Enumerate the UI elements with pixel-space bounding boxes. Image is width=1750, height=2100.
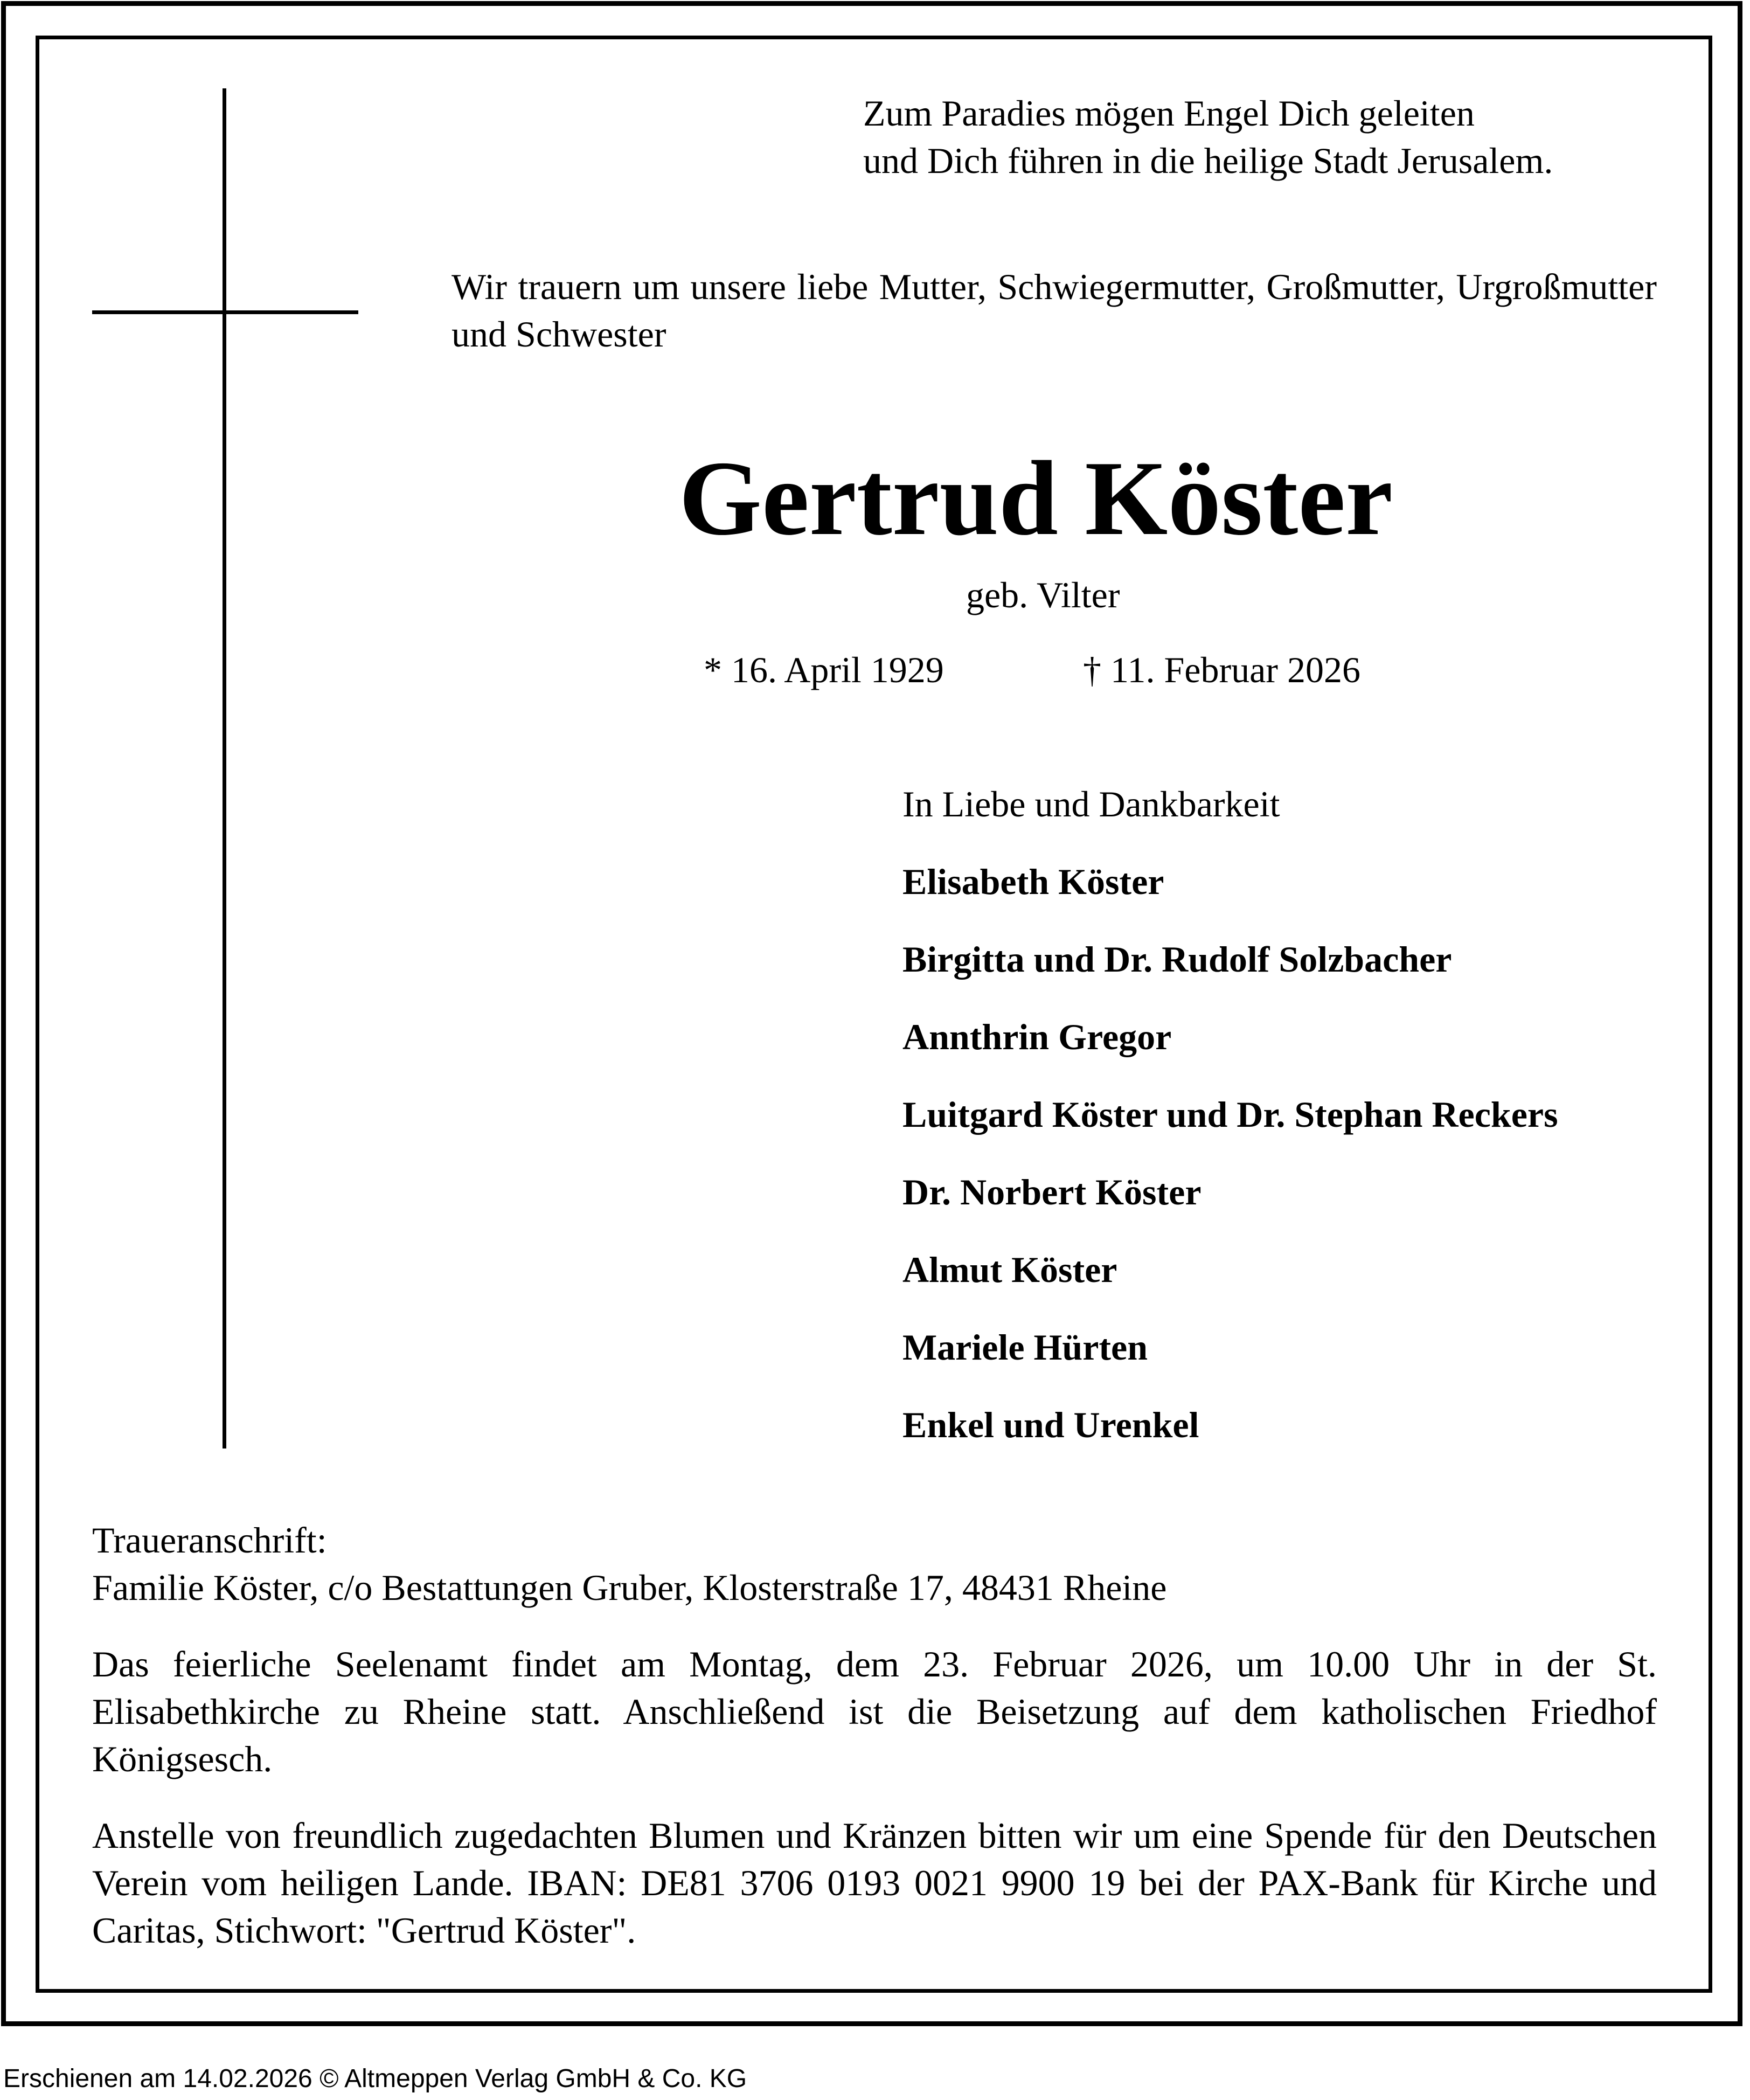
publication-footer: Erschienen am 14.02.2026 © Altmeppen Verlag GmbH & Co. KG	[3, 2064, 747, 2093]
mourners-lead: In Liebe und Dankbarkeit	[902, 784, 1280, 824]
cross-icon	[223, 88, 226, 1448]
birth-date: * 16. April 1929	[704, 649, 944, 690]
mourners-list	[902, 780, 1558, 1479]
bible-verse	[863, 89, 1553, 184]
verse-line-1: Zum Paradies mögen Engel Dich geleiten	[863, 93, 1475, 134]
service-notice: Das feierliche Seelenamt findet am Montag, dem 23. Februar 2026, um 10.00 Uhr in der St. Elisabethkirche zu Rheine statt. Anschließend ist die Beisetzung auf dem katholischen Friedhof Königsesch.	[92, 1644, 1657, 1779]
mourning-address	[92, 1516, 1166, 1611]
mourner-name: Luitgard Köster und Dr. Stephan Reckers	[902, 1094, 1558, 1135]
mourner-name: Dr. Norbert Köster	[902, 1172, 1202, 1212]
address-line: Familie Köster, c/o Bestattungen Gruber, Klosterstraße 17, 48431 Rheine	[92, 1567, 1167, 1608]
birth-name: geb. Vilter	[966, 574, 1120, 615]
mourner-name: Annthrin Gregor	[902, 1016, 1172, 1057]
cross-bar-icon	[92, 310, 358, 314]
deceased-name: Gertrud Köster	[679, 439, 1393, 557]
mourner-name: Mariele Hürten	[902, 1327, 1148, 1368]
donation-notice: Anstelle von freundlich zugedachten Blumen und Kränzen bitten wir um eine Spende für den Deutschen Verein vom heiligen Lande. IBAN: DE81 3706 0193 0021 9900 19 bei der PAX-Bank für Kirche und Caritas, Stichwort: "Gertrud Köster".	[92, 1815, 1657, 1951]
mourner-name: Enkel und Urenkel	[902, 1404, 1199, 1445]
mourner-name: Elisabeth Köster	[902, 861, 1164, 902]
mourner-name: Almut Köster	[902, 1249, 1117, 1290]
verse-line-2: und Dich führen in die heilige Stadt Jerusalem.	[863, 140, 1553, 181]
mourner-name: Birgitta und Dr. Rudolf Solzbacher	[902, 939, 1452, 980]
death-date: † 11. Februar 2026	[1083, 649, 1360, 690]
mourning-intro: Wir trauern um unsere liebe Mutter, Schwiegermutter, Großmutter, Urgroßmutter und Schwester	[452, 266, 1657, 355]
address-label: Traueranschrift:	[92, 1520, 327, 1561]
